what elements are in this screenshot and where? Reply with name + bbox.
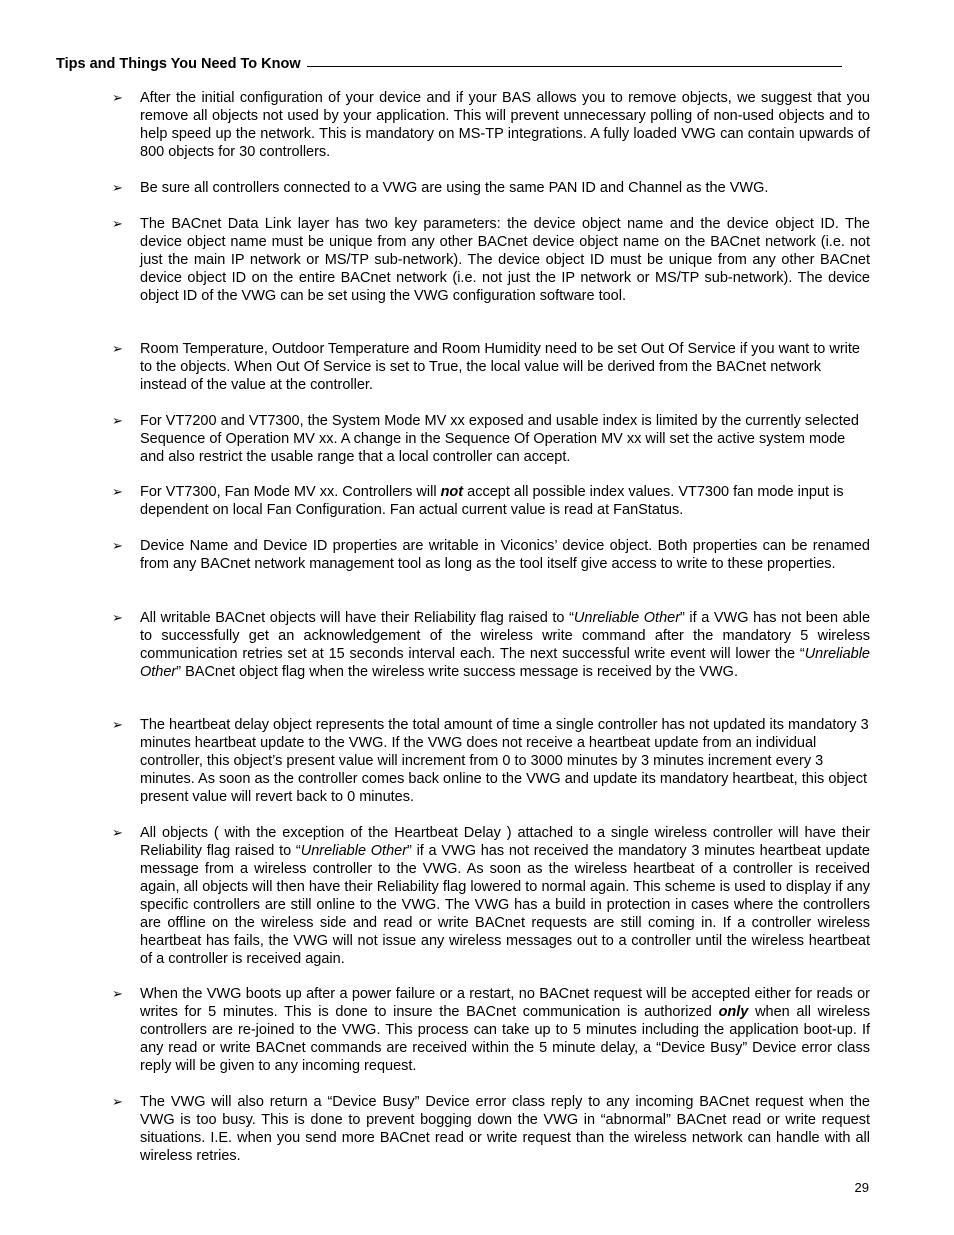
bullet-arrow-icon: ➢ — [112, 717, 123, 732]
section-heading: Tips and Things You Need To Know — [56, 56, 301, 72]
bullet-arrow-icon: ➢ — [112, 216, 123, 231]
heading-rule — [307, 66, 842, 67]
bullet-arrow-icon: ➢ — [112, 90, 123, 105]
bullet-arrow-icon: ➢ — [112, 180, 123, 195]
bullet-arrow-icon: ➢ — [112, 484, 123, 499]
list-item-text: All writable BACnet objects will have their Reliability flag raised to “Unreliable Other” if a VWG has not been able to successfully get an acknowledgement of the wireless write command after the mandatory 5 wireless communication retries set at 15 seconds interval each. The next successful write event will lower the “Unreliable Other” BACnet object flag when the wireless write success message is received by the VWG. — [140, 610, 871, 680]
list-item-text: The VWG will also return a “Device Busy” Device error class reply to any incoming BACnet request when the VWG is too busy. This is done to prevent bogging down the VWG in “abnormal” BACnet read or write request situations. I.E. when you send more BACnet read or write request than the wireless network can handle with all wireless retries. — [140, 1094, 870, 1164]
bullet-arrow-icon: ➢ — [112, 1094, 123, 1109]
bullet-arrow-icon: ➢ — [112, 341, 123, 356]
bullet-arrow-icon: ➢ — [112, 538, 123, 553]
list-item-text: All objects ( with the exception of the Heartbeat Delay ) attached to a single wireless controller will have their Reliability flag raised to “Unreliable Other” if a VWG has not received the mandatory 3 minutes heartbeat update message from a wireless controller to the VWG. As soon as the wireless heartbeat of a controller is received again, all objects will then have their Reliability flag lowered to normal again. This scheme is used to display if any specific controllers are still online to the VWG. The VWG has a build in protection in cases where the controllers are offline on the wireless side and read or write BACnet requests are still coming in. If a controller wireless heartbeat has fails, the VWG will not issue any wireless messages out to a controller until the wireless heartbeat of a controller is received again. — [140, 825, 870, 967]
section-heading-row — [56, 54, 842, 72]
bullet-arrow-icon: ➢ — [112, 413, 123, 428]
italic-term: Unreliable Other — [300, 843, 408, 859]
italic-term: Unreliable Other — [573, 610, 681, 626]
italic-term: Unreliable Other — [140, 646, 870, 680]
bullet-arrow-icon: ➢ — [112, 610, 123, 625]
list-item-text: The heartbeat delay object represents the total amount of time a single controller has not updated its mandatory 3 minutes heartbeat update to the VWG. If the VWG does not receive a heartbeat update from an individual controller, this object’s present value will increment from 0 to 3000 minutes by 3 minutes increment every 3 minutes. As soon as the controller comes back online to the VWG and update its mandatory heartbeat, this object present value will revert back to 0 minutes. — [140, 717, 869, 805]
list-item-text: Be sure all controllers connected to a VWG are using the same PAN ID and Channel as the VWG. — [140, 180, 769, 196]
page-number: 29 — [854, 1180, 869, 1195]
list-item-text: For VT7300, Fan Mode MV xx. Controllers will not accept all possible index values. VT7300 fan mode input is dependent on local Fan Configuration. Fan actual current value is read at FanStatus. — [140, 484, 844, 518]
bullet-arrow-icon: ➢ — [112, 825, 123, 840]
emphasis-text: not — [440, 484, 464, 500]
list-item-text: Room Temperature, Outdoor Temperature and Room Humidity need to be set Out Of Service if you want to write to the objects. When Out Of Service is set to True, the local value will be derived from the BACnet network instead of the value at the controller. — [140, 341, 860, 393]
list-item-text: After the initial configuration of your device and if your BAS allows you to remove objects, we suggest that you remove all objects not used by your application. This will prevent unnecessary polling of non-used objects and to help speed up the network. This is mandatory on MS-TP integrations. A fully loaded VWG can contain upwards of 800 objects for 30 controllers. — [140, 90, 870, 160]
list-item-text: The BACnet Data Link layer has two key parameters: the device object name and the device object ID. The device object name must be unique from any other BACnet device object name on the BACnet network (i.e. not just the main IP network or MS/TP sub-network). The device object ID must be unique from any other BACnet device object ID on the entire BACnet network (i.e. not just the IP network or MS/TP sub-network). The device object ID of the VWG can be set using the VWG configuration software tool. — [140, 216, 870, 304]
list-item-text: Device Name and Device ID properties are writable in Viconics’ device object. Both properties can be renamed from any BACnet network management tool as long as the tool itself give access to write to these properties. — [140, 538, 870, 572]
emphasis-text: only — [718, 1004, 749, 1020]
bullet-arrow-icon: ➢ — [112, 986, 123, 1001]
list-item-text: When the VWG boots up after a power failure or a restart, no BACnet request will be accepted either for reads or writes for 5 minutes. This is done to insure the BACnet communication is authorized only when all wireless controllers are re-joined to the VWG. This process can take up to 5 minutes including the application boot-up. If any read or write BACnet commands are received within the 5 minute delay, a “Device Busy” Device error class reply will be given to any incoming request. — [140, 986, 870, 1074]
list-item-text: For VT7200 and VT7300, the System Mode MV xx exposed and usable index is limited by the currently selected Sequence of Operation MV xx. A change in the Sequence Of Operation MV xx will set the active system mode and also restrict the usable range that a local controller can accept. — [140, 413, 859, 465]
